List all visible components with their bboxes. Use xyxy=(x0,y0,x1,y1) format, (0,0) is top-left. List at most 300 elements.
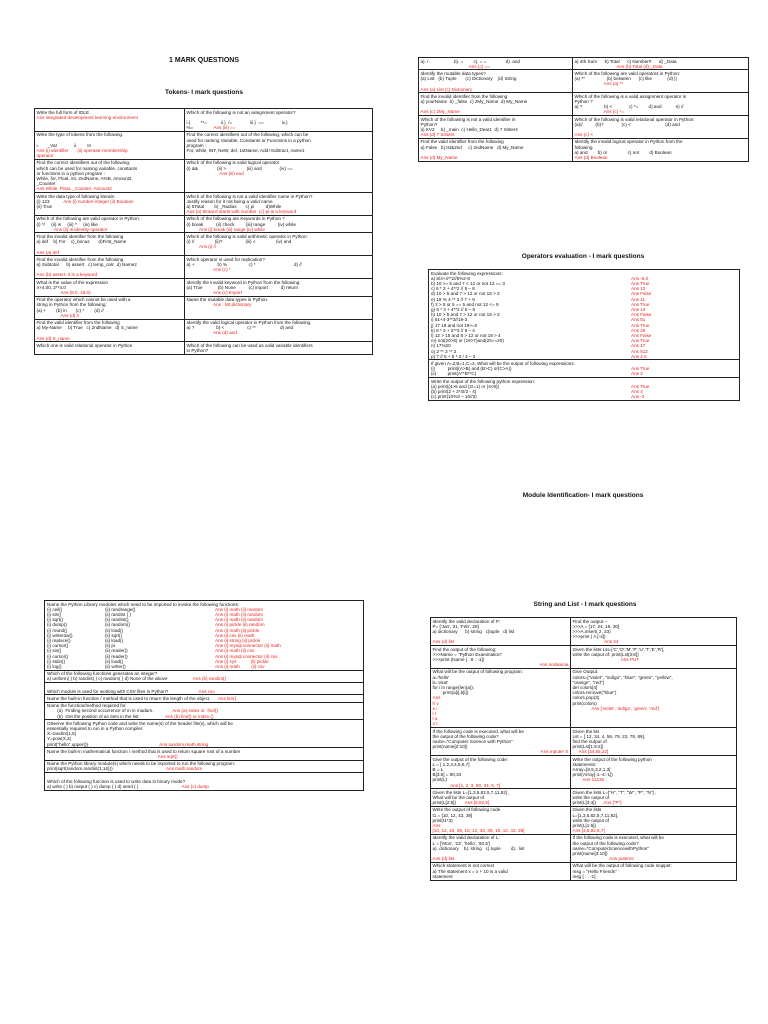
answer-text: Ans xyxy=(432,695,441,701)
answer-text: Ans 2 xyxy=(631,371,643,377)
question-text: a) 4th Sum b) Total c) Number# d) _Data xyxy=(574,58,677,64)
answer-text: Ans (i) math (ii) csv xyxy=(215,648,255,654)
answer-text: Ans [1, 2, 3, 90, 34, 6, 7] xyxy=(432,782,501,788)
question-cell xyxy=(185,131,373,159)
question-cell xyxy=(35,159,185,192)
function-list xyxy=(47,607,361,669)
question-text: find the output of xyxy=(572,738,607,744)
answer-text: Ans (b) find() or index () xyxy=(164,713,214,719)
answer-text: Ans (i) math (ii) random xyxy=(215,611,263,617)
question-row xyxy=(35,159,373,192)
expression-row xyxy=(431,371,737,376)
question-text: a) The statement x = x + 10 is a valid xyxy=(432,868,508,874)
question-text: Python? xyxy=(420,121,438,127)
question-row xyxy=(35,279,373,297)
question-text: Given the lists L=["H", "T", "W", "P", "N"] , xyxy=(572,789,657,795)
question-text: Which of the following is valid relational operator in Python: xyxy=(574,116,695,122)
answer-text: Ans (b) randint() xyxy=(192,676,226,682)
answer-text: Ans (i) mysql.connector (ii) csv xyxy=(215,653,278,659)
question-cell xyxy=(571,728,737,756)
question-text: i. _Var ii. In xyxy=(36,142,92,148)
question-text: Identify the valid declaration of P: xyxy=(432,618,501,624)
answer-text: l r xyxy=(432,710,437,716)
question-text: >>>print ( A [-4]) xyxy=(572,634,606,640)
question-row xyxy=(431,728,737,756)
page-heading: 1 MARK QUESTIONS xyxy=(168,57,239,64)
expression-text: o) 2 ** 3 ** 2 xyxy=(431,348,457,354)
answer-text: Ans [34,56,22] xyxy=(572,749,609,755)
question-text: (i) 123 Ans (i) number-integer (ii) Boolean xyxy=(36,198,134,204)
question-text: Which of the following are valid operator in Python: xyxy=(36,216,140,222)
answer-text: Ans ["P"] xyxy=(603,800,622,806)
question-text: name="ComputerSciencewithPython" xyxy=(572,845,649,851)
expression-row xyxy=(431,394,737,399)
question-cell xyxy=(571,668,737,727)
ops-write-list xyxy=(431,384,737,400)
question-text: L = [ 1,2,3,4,5,6,7] xyxy=(432,761,470,767)
expression-text: (ii) print(A**B**C) xyxy=(431,371,477,377)
answer-text: Ans random,math,string xyxy=(159,741,209,747)
answer-text: Ans -5.0 xyxy=(631,275,649,281)
question-text: Which one is valid relational operator in Python xyxy=(36,342,133,348)
answer-text: Ans -2 xyxy=(631,394,645,400)
answer-text: Ans False xyxy=(631,332,652,338)
question-cell xyxy=(35,193,185,216)
question-text: write the output of xyxy=(572,817,610,823)
question-text: in Python? xyxy=(186,348,209,354)
question-text: For, while, INT, NeW, del, 1stName, Add+Subtract, name1 xyxy=(186,147,305,153)
question-cell xyxy=(419,70,573,93)
question-cell xyxy=(45,683,363,695)
answer-text: Ans len() xyxy=(217,695,237,701)
answer-text: Ans (d) // xyxy=(36,312,80,318)
function-name: (ii) randint() xyxy=(105,617,129,623)
question-cell xyxy=(35,233,185,256)
question-row xyxy=(431,834,737,862)
question-text: >>>A = [17, 24, 15, 30] xyxy=(572,623,620,629)
question-text: What will be the output of following code snippet: xyxy=(572,863,672,869)
function-name: (ii) load() xyxy=(105,658,124,664)
answer-text: Ans (d) and xyxy=(186,330,237,336)
question-text: X=randint(1,5) xyxy=(47,731,77,737)
question-text: Which of the following is valid arithmetic operator in Python: xyxy=(186,233,308,239)
question-text: a) uniform( ) b) randint( ) c) random( ) d) None of the above Ans (b) randint() xyxy=(47,676,226,682)
question-text: Which of the following function is used to write data in binary mode? xyxy=(47,778,186,784)
function-name: (ii) reader() xyxy=(105,653,128,659)
question-cell xyxy=(571,756,737,789)
answer-text: Ans (d) list xyxy=(432,639,455,645)
question-text: Identify the valid declaration of L: xyxy=(432,835,500,841)
answer-text: Ans [3,6,82,5,7] xyxy=(572,828,605,834)
expression-text: k) 8 * 3 + 2**3 // 9 – 4 xyxy=(431,327,475,333)
answer-text: Ans PUT xyxy=(572,656,640,662)
ops-write: Write the output of the following python expression: xyxy=(431,378,536,384)
question-row xyxy=(431,789,737,807)
question-text: If the following code is executed, what will be xyxy=(572,835,664,841)
question-text: a) Subtotal b) assert c) temp_calc d) Name2 xyxy=(36,261,137,267)
answer-text: Ans 24 xyxy=(572,639,619,645)
question-text: Array=[8,5,3,2,1,3] xyxy=(572,766,611,772)
answer-text: Ans (c) Import xyxy=(186,290,242,295)
question-text: a). dictionary b). string c).tuple d). list xyxy=(432,845,525,851)
answer-text: Ans (c) * xyxy=(186,267,231,273)
question-text: Name the Python library module(s) which needs to be imported to run the following program: xyxy=(47,761,235,767)
answer-text: l a xyxy=(432,716,438,722)
answer-text: Ans (c) *= xyxy=(574,109,624,115)
question-row xyxy=(419,138,749,161)
question-text: Name the built-in function / method that is used to return the length of the object. Ans len() xyxy=(47,695,237,701)
expression-text: g) 6 * 3 + 4**2 // 5 – 8 xyxy=(431,306,476,312)
section-title-modules: Module Identification- I mark questions xyxy=(522,492,644,499)
answer-text: Ans 13 xyxy=(631,286,646,292)
question-row xyxy=(419,93,749,116)
answer-text: o t xyxy=(432,721,438,727)
question-cell xyxy=(35,296,185,319)
question-row xyxy=(35,296,373,319)
question-text: Given the lists xyxy=(572,807,602,813)
question-text: Given the lists Lst=['C','O','M','P','U','T','E','R'], xyxy=(572,646,665,652)
answer-text: Ans (i) number-integer (ii) Boolean xyxy=(63,198,134,204)
question-cell xyxy=(431,862,571,880)
question-text: (a) ** (b) between (c) like (d) || xyxy=(574,76,677,82)
answer-text: Ans (i) string (ii) pickle xyxy=(215,637,261,643)
question-cell xyxy=(573,116,749,139)
question-cell xyxy=(45,703,363,721)
question-text: L = ['Mon', '23', 'hello', '60.5'] xyxy=(432,840,491,846)
answer-text: Ans (iii) == xyxy=(213,125,236,131)
expression-text: d) 10 > 5 and 7 > 12 or not 18 > 3 xyxy=(431,291,500,297)
question-row xyxy=(431,618,737,646)
question-cell xyxy=(573,138,749,161)
question-text: print(a[i],b[i]) xyxy=(432,690,469,696)
answer-text: Ans (d) list xyxy=(432,856,455,862)
function-name: (i) sin() xyxy=(47,648,62,654)
question-text: a) def b) For c)_bonus d)First_Name xyxy=(36,239,127,245)
question-cell xyxy=(571,834,737,862)
answer-text: Ans 17 xyxy=(631,343,646,349)
answer-text: Ans (a) index or find() xyxy=(172,708,218,714)
question-text: essentially required to run in a Python compiler. xyxy=(47,725,144,731)
question-text: write the output of xyxy=(572,795,610,800)
question-text: Name the built-in mathematical function / method that is used to return square root of a number xyxy=(47,748,241,754)
question-text: the output of the following code? xyxy=(432,733,499,739)
question-text: >>>print (Name [ : 8 : -1]) xyxy=(432,656,485,662)
question-cell xyxy=(45,671,363,683)
question-text: del colors[4] xyxy=(572,684,598,690)
question-text: 4+4.00, 2**4.0 xyxy=(36,284,66,290)
function-name: (i) dump() xyxy=(47,622,67,628)
question-text: %= Ans (iii) == xyxy=(186,125,236,131)
question-text: (a) Finding second occurrence of m in madam. Ans (a) index or find() xyxy=(47,708,218,714)
question-text: a) ? b) < c) *= d) and e) // xyxy=(574,104,684,110)
answer-text: Ans (i) csv (ii) math xyxy=(215,632,255,638)
question-cell xyxy=(431,756,571,789)
mcq-table xyxy=(418,57,749,162)
answer-text: Ans (i) math (ii) csv xyxy=(215,663,265,669)
question-text: Which of the following are valid operators in Python: xyxy=(574,70,681,76)
answer-text: Ans (a) ** xyxy=(574,81,624,87)
expression-text: p) 7 // 5 + 8 * 2 / 4 – 3 xyxy=(431,353,476,359)
question-row xyxy=(431,756,737,789)
question-text: print("hello".upper()) Ans random,math,string xyxy=(47,741,209,747)
answer-text: Ans 4 xyxy=(631,388,643,394)
function-name: (ii) writer() xyxy=(105,663,126,669)
question-text: print(Lst[1:6:2]) xyxy=(572,744,604,750)
question-text: Find the output – xyxy=(572,618,607,624)
question-cell xyxy=(419,93,573,116)
answer-text: Ans : list,dictionary xyxy=(186,302,252,308)
question-row xyxy=(35,109,373,132)
answer-text: Ans (8.0, 16.0) xyxy=(36,290,91,295)
answer-text: Ans [6,82,5] xyxy=(464,800,490,806)
answer-text: Ans noitanima xyxy=(496,662,569,668)
question-text: a) dictionary b) string c)tuple d) list xyxy=(432,628,515,634)
answer-text: Ans (i) pickle (ii) random xyxy=(215,622,265,628)
answer-text: Ans (c) 2My_Name xyxy=(420,109,460,115)
question-text: a) write ( ) b) output ( ) c) dump ( ) d) send ( ) Ans (c) dump xyxy=(47,784,209,789)
answer-text: Ans (c) dump xyxy=(181,784,209,789)
answer-text: operator xyxy=(36,153,54,159)
question-text: print(sqrt(random.randint(1,16))) Ans math,random xyxy=(47,766,203,772)
question-row xyxy=(431,862,737,880)
question-cell xyxy=(185,319,373,342)
question-text: Which of the following is not an assignment operator? xyxy=(186,109,296,115)
question-text: Find the invalid identifier from the following xyxy=(36,256,124,262)
question-cell xyxy=(571,789,737,807)
question-text: string in Python from the following: xyxy=(36,302,107,308)
question-text: for i in range(len(a)): xyxy=(432,684,475,690)
function-row xyxy=(47,664,361,669)
question-cell xyxy=(185,342,373,354)
question-text: Find the output of the following: xyxy=(432,646,497,652)
question-cell xyxy=(431,834,571,862)
question-row xyxy=(431,646,737,669)
question-text: Write the data type of following literals: xyxy=(36,193,116,199)
question-text: print(colors) xyxy=(572,700,597,706)
answer-text: Ans puterSc xyxy=(572,856,635,862)
question-cell xyxy=(185,256,373,279)
question-text: Name the function/method required for xyxy=(47,703,126,709)
function-name: (ii) load() xyxy=(105,637,124,643)
expression-text: m) not(20>6) or (19>7)and(20==20) xyxy=(431,338,504,344)
question-text: print(t1*3) xyxy=(432,817,453,823)
question-cell xyxy=(35,342,185,354)
answer-text: Ans 13 xyxy=(631,306,646,312)
answer-text: Ans ['violet', 'indigo', 'green', 'red'] xyxy=(572,705,660,711)
expression-text: c) 6 * 3 + 4**2 // 5 – 8 xyxy=(431,286,475,292)
question-cell xyxy=(431,789,571,807)
question-text: Find the correct identifiers out of the following, xyxy=(36,160,131,166)
question-text: Y=pow(X,3) xyxy=(47,736,72,742)
ops-given: If given A=2,B=1,C=3, What will be the output of following expressions: xyxy=(431,360,575,366)
question-row xyxy=(419,116,749,139)
answer-text: Ans xyxy=(432,823,441,829)
question-text: a). / b). = c). = = d). and xyxy=(420,58,520,64)
question-text: a) + b) % c) * d) // xyxy=(186,261,302,267)
answer-text: Ans 512 xyxy=(631,348,648,354)
question-text: which can be used for naming variable, constants xyxy=(36,165,138,171)
question-text: colors.remove("blue") xyxy=(572,690,617,696)
question-text: Find the operator which cannot be used with a xyxy=(36,297,131,303)
question-text: Write the full form of IDLE xyxy=(36,109,90,115)
question-cell xyxy=(35,279,185,297)
answer-text: Ans sqrt() xyxy=(47,753,178,759)
question-text: print(Array[-1:-4:-1]) xyxy=(572,772,613,778)
function-name: (i) log() xyxy=(47,663,62,669)
answer-text: Ans True xyxy=(631,338,650,344)
string-list-table xyxy=(430,617,737,881)
question-text: Write the output of the following python xyxy=(572,756,652,762)
question-text: >>>Name = "Python Examination" xyxy=(432,651,503,657)
question-text: or functions in a python program : xyxy=(36,170,105,176)
function-name: (ii) load() xyxy=(105,627,124,633)
question-text: name="Computer Science with Python" xyxy=(432,738,513,744)
answer-text: Ans (b) assert- it is a keyword xyxy=(36,272,98,278)
question-text: If the following code is executed, what will be xyxy=(432,728,524,734)
question-cell xyxy=(45,720,363,748)
question-row xyxy=(419,70,749,93)
question-text: Which of the following is not a valid identifier name in Python? xyxy=(186,193,313,199)
question-cell xyxy=(419,138,573,161)
answer-text: Ans While, Float, _Counter, Amount2 xyxy=(36,186,112,192)
expression-text: n) 17%20 xyxy=(431,343,451,349)
question-text: msg [ : : -1] xyxy=(572,873,596,879)
module-questions xyxy=(45,671,363,790)
answer-text: Ans (iii) and xyxy=(186,170,244,176)
question-cell xyxy=(571,646,737,669)
question-text: print(name[3:10]) xyxy=(572,851,608,857)
answer-text: Ans (i) mysql.connector (ii) math xyxy=(215,643,281,649)
question-row xyxy=(35,131,373,159)
question-text: write the output of: print(Lst[3:6]) xyxy=(572,651,639,657)
tokens-table xyxy=(34,108,373,355)
question-text: Identify the invalid keyword in Python from the following: xyxy=(186,279,301,285)
question-text: (i) // (ii)? (iii) < (iv) and xyxy=(186,239,292,245)
question-text: following. xyxy=(574,144,594,150)
question-cell xyxy=(185,296,373,319)
question-text: Name the mutable data types in Python. xyxy=(186,297,269,303)
answer-text: Ans (i) identifier (ii) operator-membership xyxy=(36,147,128,153)
answer-text: [10, 12, 43, 39, 10, 12, 43, 39, 10, 12, 43, 39] xyxy=(432,828,525,834)
answer-text: Ans True xyxy=(631,366,650,372)
answer-text: Ans False xyxy=(631,312,652,318)
question-text: statement xyxy=(432,873,453,879)
function-name: (i) ceil() xyxy=(47,606,63,612)
section-title-string-list: String and List - I mark questions xyxy=(533,601,637,608)
question-cell xyxy=(35,109,185,132)
question-cell xyxy=(45,695,363,702)
expression-text: (c) print(10%3 – 10//3) xyxy=(431,394,477,400)
question-text: Which of the following can be used as valid variable identifiers xyxy=(186,342,313,348)
question-text: Find the invalid identifier from the following xyxy=(420,93,508,99)
question-text: a) My-Name b) True c) 2ndName d) S_name xyxy=(36,325,138,331)
answer-text: Ans False xyxy=(631,291,652,297)
question-cell xyxy=(185,279,373,297)
answer-text: Ans math,random xyxy=(165,766,203,772)
question-cell xyxy=(185,215,373,233)
question-cell xyxy=(185,159,373,192)
question-text: t1 = [10, 12, 43, 39] xyxy=(432,812,473,818)
expression-text: l) 12 > 15 and 8 > 12 or not 19 > 4 xyxy=(431,332,501,338)
answer-text: Ans 51 xyxy=(631,317,646,323)
answer-text: Ans (i) // xyxy=(186,244,217,250)
question-text: _Counter xyxy=(36,181,56,187)
question-text: Identify the invalid logical operator in Python from the xyxy=(574,139,683,145)
question-cell xyxy=(35,131,185,159)
question-row xyxy=(35,215,373,233)
answer-text: Ans True xyxy=(631,301,650,307)
question-text: b='virat' xyxy=(432,679,449,685)
question-text: What is the value of the expression xyxy=(36,279,108,285)
question-text: program : xyxy=(186,142,207,148)
question-cell xyxy=(431,646,571,669)
question-text: a) ? b) < c) ** d) and xyxy=(186,325,294,331)
expression-text: f) 2 > 5 or 5 == 5 and not 12 <= 9 xyxy=(431,301,499,307)
answer-text: Ans (i) math (ii) pickle xyxy=(215,627,260,633)
expression-text: i) 51+4-3**3//19-3 xyxy=(431,317,468,323)
question-text: While, for, Float, int, 2ndName, A%B, Amount2, xyxy=(36,175,133,181)
question-text: (a) List (b) Tuple (c) Dictionary (d) String xyxy=(420,76,517,82)
question-text: "orange", "red"] xyxy=(572,679,604,685)
question-text: (a) + (b) in (c) * (d) // xyxy=(36,307,104,313)
expression-text: (i) print((A>B) and (B>C) or(C>A)) xyxy=(431,366,512,372)
question-cell xyxy=(185,233,373,256)
question-cell xyxy=(45,761,363,773)
question-text: Find the correct identifiers out of the following, which can be xyxy=(186,132,309,138)
question-row xyxy=(35,342,373,354)
question-text: L=[1,3,6,82,5,7,11,92], xyxy=(572,812,619,818)
question-cell xyxy=(571,806,737,834)
question-cell xyxy=(45,773,363,790)
function-name: (ii) randrange() xyxy=(105,606,136,612)
ops-intro: Evaluate the following expressions: xyxy=(431,270,503,276)
expression-text: (b) print(2 + 3*4//2 - 4) xyxy=(431,388,477,394)
question-text: Which of the following is not a valid identifier in xyxy=(420,116,516,122)
function-name: (ii) randint ( ) xyxy=(105,611,132,617)
question-text: Write the output of following code xyxy=(432,807,501,813)
answer-text: Ans (b) Total (d) _Data xyxy=(574,63,663,69)
answer-text: h v xyxy=(432,700,439,706)
question-text: Which operator is used for replication? xyxy=(186,256,265,262)
question-row xyxy=(419,58,749,70)
answer-text: Ans (c) < xyxy=(574,132,594,138)
answer-text: Ans True xyxy=(631,280,650,286)
function-name: (ii) pi xyxy=(105,643,115,649)
section-title-tokens: Tokens- I mark questions xyxy=(165,89,243,96)
question-text: print(L) xyxy=(432,777,448,783)
question-cell xyxy=(431,728,571,756)
answer-text: Ans (d) Boolean xyxy=(574,154,608,160)
answer-text: Ans True xyxy=(631,383,650,389)
question-text: Find the valid identifier from the following xyxy=(36,320,120,326)
question-text: Give Output: xyxy=(572,669,599,675)
function-name: (i) cursor() xyxy=(47,643,69,649)
question-cell xyxy=(573,70,749,93)
question-text: Which of the following are Keywords in Python ? xyxy=(186,216,285,222)
answer-text: Ans (c) == xyxy=(420,63,490,69)
question-cell xyxy=(431,618,571,646)
function-name: (ii) reader() xyxy=(105,648,128,654)
question-text: Lst = [ 12, 34, 4, 56, 78, 22, 78, 89], xyxy=(572,733,646,739)
question-row xyxy=(35,319,373,342)
answer-text: Ans (i) math (ii) random xyxy=(215,606,263,612)
expression-text: a) 8/4+4**2//5%2-8 xyxy=(431,275,470,281)
question-text: P= ['Jan', 31, 'Feb', 28] xyxy=(432,623,479,629)
question-text: B = L xyxy=(432,766,444,772)
function-name: (i) round() xyxy=(47,627,68,633)
answer-text: Ans (d) S_name xyxy=(36,335,70,341)
question-text: print(name[2:10]) xyxy=(432,744,468,750)
